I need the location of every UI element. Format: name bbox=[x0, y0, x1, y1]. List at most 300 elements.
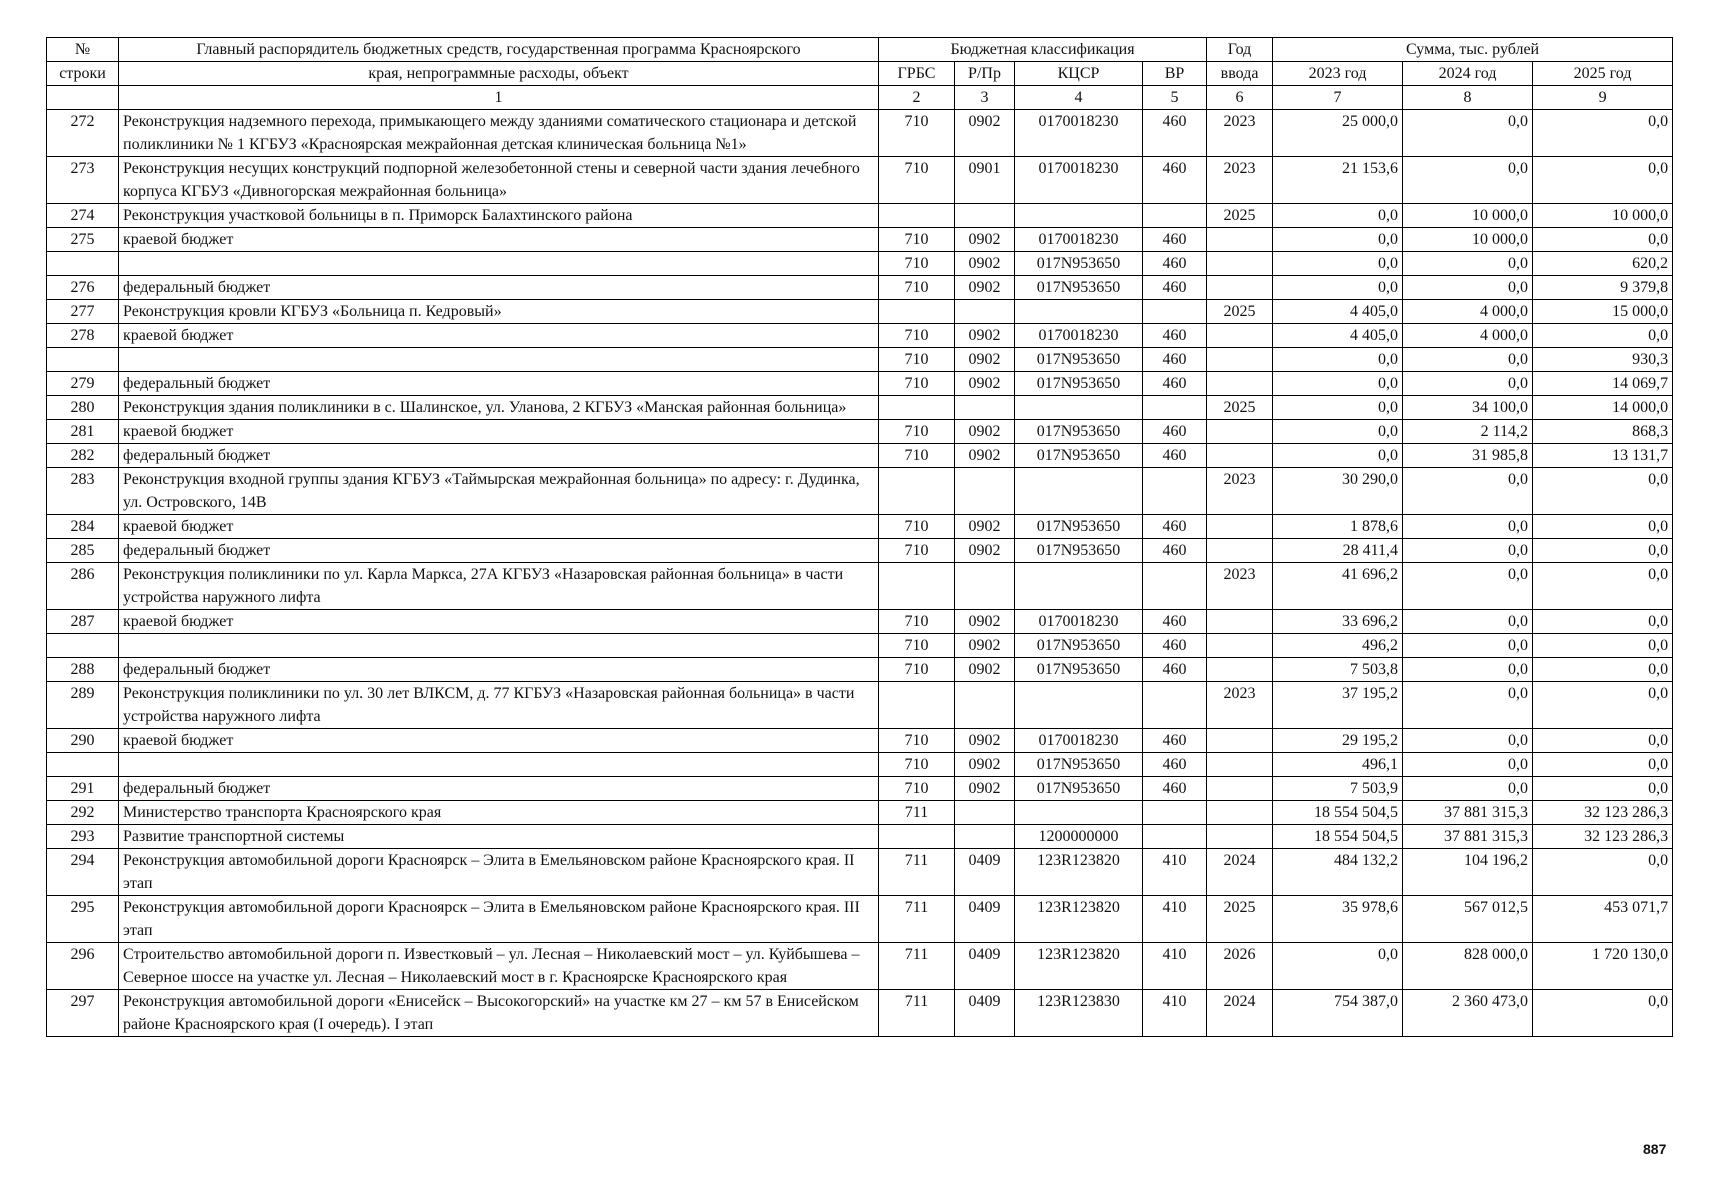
header-2025: 2025 год bbox=[1533, 62, 1673, 86]
row-grbs: 711 bbox=[879, 896, 955, 943]
header-rzpr: Р/Пр bbox=[955, 62, 1015, 86]
table-row bbox=[47, 801, 1673, 825]
row-sum-2023: 28 411,4 bbox=[1273, 539, 1403, 563]
row-year bbox=[1207, 610, 1273, 634]
row-kcsr: 017N953650 bbox=[1015, 515, 1143, 539]
row-sum-2023: 18 554 504,5 bbox=[1273, 801, 1403, 825]
row-number: 282 bbox=[47, 444, 119, 468]
row-sum-2025: 0,0 bbox=[1533, 468, 1673, 515]
row-rzpr bbox=[955, 396, 1015, 420]
table-row bbox=[47, 610, 1673, 634]
row-year: 2023 bbox=[1207, 682, 1273, 729]
row-year bbox=[1207, 753, 1273, 777]
row-number: 287 bbox=[47, 610, 119, 634]
row-grbs: 710 bbox=[879, 252, 955, 276]
row-vr: 460 bbox=[1143, 420, 1207, 444]
row-name: федеральный бюджет bbox=[119, 444, 879, 468]
row-sum-2024: 0,0 bbox=[1403, 634, 1533, 658]
row-sum-2024: 0,0 bbox=[1403, 515, 1533, 539]
row-rzpr bbox=[955, 300, 1015, 324]
row-number: 283 bbox=[47, 468, 119, 515]
table-row bbox=[47, 396, 1673, 420]
row-number: 278 bbox=[47, 324, 119, 348]
row-year bbox=[1207, 777, 1273, 801]
table-row bbox=[47, 276, 1673, 300]
row-rzpr: 0902 bbox=[955, 444, 1015, 468]
row-number bbox=[47, 753, 119, 777]
row-vr bbox=[1143, 682, 1207, 729]
row-grbs: 711 bbox=[879, 943, 955, 990]
header-2023: 2023 год bbox=[1273, 62, 1403, 86]
row-name: краевой бюджет bbox=[119, 420, 879, 444]
row-grbs: 710 bbox=[879, 777, 955, 801]
row-grbs bbox=[879, 396, 955, 420]
header-num-bottom: строки bbox=[47, 62, 119, 86]
row-sum-2025: 15 000,0 bbox=[1533, 300, 1673, 324]
row-number: 275 bbox=[47, 228, 119, 252]
row-grbs: 710 bbox=[879, 729, 955, 753]
row-year: 2025 bbox=[1207, 300, 1273, 324]
row-rzpr: 0902 bbox=[955, 348, 1015, 372]
row-number: 279 bbox=[47, 372, 119, 396]
row-year: 2024 bbox=[1207, 990, 1273, 1037]
row-kcsr bbox=[1015, 682, 1143, 729]
row-vr bbox=[1143, 468, 1207, 515]
row-vr: 460 bbox=[1143, 228, 1207, 252]
row-rzpr: 0902 bbox=[955, 539, 1015, 563]
row-kcsr bbox=[1015, 396, 1143, 420]
row-year bbox=[1207, 539, 1273, 563]
header-index: 2 bbox=[879, 86, 955, 110]
row-sum-2024: 567 012,5 bbox=[1403, 896, 1533, 943]
row-kcsr: 0170018230 bbox=[1015, 228, 1143, 252]
row-kcsr bbox=[1015, 563, 1143, 610]
header-index: 8 bbox=[1403, 86, 1533, 110]
row-kcsr: 123R123830 bbox=[1015, 990, 1143, 1037]
row-rzpr: 0902 bbox=[955, 729, 1015, 753]
row-sum-2023: 4 405,0 bbox=[1273, 324, 1403, 348]
row-number: 291 bbox=[47, 777, 119, 801]
header-index: 7 bbox=[1273, 86, 1403, 110]
table-row bbox=[47, 943, 1673, 990]
row-name: федеральный бюджет bbox=[119, 658, 879, 682]
row-vr: 460 bbox=[1143, 634, 1207, 658]
header-index: 5 bbox=[1143, 86, 1207, 110]
row-rzpr: 0409 bbox=[955, 943, 1015, 990]
row-sum-2025: 930,3 bbox=[1533, 348, 1673, 372]
row-year bbox=[1207, 825, 1273, 849]
row-rzpr: 0902 bbox=[955, 777, 1015, 801]
row-name: Реконструкция несущих конструкций подпорной железобетонной стены и северной части здания лечебного корпуса КГБУЗ «Дивногорская межрайонная больница» bbox=[119, 157, 879, 204]
row-sum-2025: 9 379,8 bbox=[1533, 276, 1673, 300]
row-vr: 460 bbox=[1143, 444, 1207, 468]
row-year: 2023 bbox=[1207, 110, 1273, 157]
row-vr: 460 bbox=[1143, 372, 1207, 396]
row-sum-2024: 828 000,0 bbox=[1403, 943, 1533, 990]
row-sum-2023: 30 290,0 bbox=[1273, 468, 1403, 515]
row-rzpr bbox=[955, 825, 1015, 849]
row-grbs: 710 bbox=[879, 634, 955, 658]
header-year-bottom: ввода bbox=[1207, 62, 1273, 86]
row-sum-2025: 1 720 130,0 bbox=[1533, 943, 1673, 990]
row-sum-2025: 13 131,7 bbox=[1533, 444, 1673, 468]
budget-table-container bbox=[46, 37, 1672, 1037]
row-kcsr: 017N953650 bbox=[1015, 372, 1143, 396]
row-number: 285 bbox=[47, 539, 119, 563]
row-year bbox=[1207, 252, 1273, 276]
row-sum-2023: 29 195,2 bbox=[1273, 729, 1403, 753]
row-name: Реконструкция надземного перехода, примыкающего между зданиями соматического стационара и детской поликлиники № 1 КГБУЗ «Красноярская межрайонная детская клиническая больница №1» bbox=[119, 110, 879, 157]
table-row bbox=[47, 753, 1673, 777]
row-grbs: 710 bbox=[879, 420, 955, 444]
row-name: Реконструкция автомобильной дороги «Енисейск – Высокогорский» на участке км 27 – км 57 в Енисейском районе Красноярского края (I очередь). I этап bbox=[119, 990, 879, 1037]
row-sum-2025: 620,2 bbox=[1533, 252, 1673, 276]
row-sum-2023: 0,0 bbox=[1273, 396, 1403, 420]
row-kcsr: 0170018230 bbox=[1015, 157, 1143, 204]
row-name: Реконструкция поликлиники по ул. 30 лет ВЛКСМ, д. 77 КГБУЗ «Назаровская районная больница» в части устройства наружного лифта bbox=[119, 682, 879, 729]
table-row bbox=[47, 563, 1673, 610]
row-rzpr: 0902 bbox=[955, 658, 1015, 682]
row-name: Реконструкция участковой больницы в п. Приморск Балахтинского района bbox=[119, 204, 879, 228]
header-year-top: Год bbox=[1207, 38, 1273, 62]
row-sum-2024: 0,0 bbox=[1403, 252, 1533, 276]
row-sum-2025: 32 123 286,3 bbox=[1533, 801, 1673, 825]
row-name bbox=[119, 348, 879, 372]
row-sum-2025: 0,0 bbox=[1533, 990, 1673, 1037]
row-sum-2024: 0,0 bbox=[1403, 753, 1533, 777]
table-header bbox=[47, 38, 1673, 110]
row-sum-2025: 0,0 bbox=[1533, 515, 1673, 539]
row-number: 289 bbox=[47, 682, 119, 729]
row-sum-2023: 754 387,0 bbox=[1273, 990, 1403, 1037]
table-row bbox=[47, 252, 1673, 276]
row-vr: 460 bbox=[1143, 658, 1207, 682]
row-number: 286 bbox=[47, 563, 119, 610]
row-number: 295 bbox=[47, 896, 119, 943]
row-number: 273 bbox=[47, 157, 119, 204]
row-sum-2023: 37 195,2 bbox=[1273, 682, 1403, 729]
row-year: 2023 bbox=[1207, 157, 1273, 204]
row-name: краевой бюджет bbox=[119, 610, 879, 634]
table-row bbox=[47, 228, 1673, 252]
table-row bbox=[47, 634, 1673, 658]
row-rzpr: 0902 bbox=[955, 252, 1015, 276]
row-grbs: 710 bbox=[879, 372, 955, 396]
row-name: Министерство транспорта Красноярского края bbox=[119, 801, 879, 825]
row-vr: 460 bbox=[1143, 729, 1207, 753]
header-index: 1 bbox=[119, 86, 879, 110]
row-sum-2024: 4 000,0 bbox=[1403, 300, 1533, 324]
row-sum-2025: 0,0 bbox=[1533, 610, 1673, 634]
row-vr: 460 bbox=[1143, 610, 1207, 634]
row-year: 2026 bbox=[1207, 943, 1273, 990]
row-kcsr: 017N953650 bbox=[1015, 420, 1143, 444]
row-rzpr: 0902 bbox=[955, 110, 1015, 157]
row-sum-2023: 35 978,6 bbox=[1273, 896, 1403, 943]
row-grbs: 711 bbox=[879, 990, 955, 1037]
header-kcsr: КЦСР bbox=[1015, 62, 1143, 86]
row-rzpr bbox=[955, 563, 1015, 610]
row-grbs: 710 bbox=[879, 348, 955, 372]
row-number: 294 bbox=[47, 849, 119, 896]
row-year bbox=[1207, 634, 1273, 658]
row-sum-2025: 0,0 bbox=[1533, 777, 1673, 801]
row-rzpr bbox=[955, 682, 1015, 729]
row-name: краевой бюджет bbox=[119, 515, 879, 539]
table-row bbox=[47, 849, 1673, 896]
row-vr: 460 bbox=[1143, 276, 1207, 300]
row-sum-2024: 10 000,0 bbox=[1403, 228, 1533, 252]
row-vr: 410 bbox=[1143, 943, 1207, 990]
row-number bbox=[47, 348, 119, 372]
row-sum-2024: 0,0 bbox=[1403, 468, 1533, 515]
row-name: Реконструкция здания поликлиники в с. Шалинское, ул. Уланова, 2 КГБУЗ «Манская районная больница» bbox=[119, 396, 879, 420]
row-grbs: 710 bbox=[879, 753, 955, 777]
row-name: Реконструкция автомобильной дороги Красноярск – Элита в Емельяновском районе Красноярского края. II этап bbox=[119, 849, 879, 896]
row-grbs: 710 bbox=[879, 515, 955, 539]
row-year bbox=[1207, 444, 1273, 468]
row-kcsr: 0170018230 bbox=[1015, 729, 1143, 753]
row-number: 272 bbox=[47, 110, 119, 157]
row-name: федеральный бюджет bbox=[119, 372, 879, 396]
row-sum-2024: 37 881 315,3 bbox=[1403, 801, 1533, 825]
row-name bbox=[119, 753, 879, 777]
header-index: 9 bbox=[1533, 86, 1673, 110]
row-sum-2023: 0,0 bbox=[1273, 420, 1403, 444]
row-year: 2025 bbox=[1207, 896, 1273, 943]
row-sum-2025: 0,0 bbox=[1533, 682, 1673, 729]
header-2024: 2024 год bbox=[1403, 62, 1533, 86]
row-grbs bbox=[879, 563, 955, 610]
row-number: 280 bbox=[47, 396, 119, 420]
row-sum-2023: 0,0 bbox=[1273, 228, 1403, 252]
row-sum-2023: 0,0 bbox=[1273, 372, 1403, 396]
row-name: Реконструкция входной группы здания КГБУЗ «Таймырская межрайонная больница» по адресу: г. Дудинка, ул. Островского, 14В bbox=[119, 468, 879, 515]
row-kcsr: 1200000000 bbox=[1015, 825, 1143, 849]
row-vr bbox=[1143, 825, 1207, 849]
header-name-bottom: края, непрограммные расходы, объект bbox=[119, 62, 879, 86]
row-year bbox=[1207, 729, 1273, 753]
row-sum-2023: 7 503,8 bbox=[1273, 658, 1403, 682]
row-sum-2023: 7 503,9 bbox=[1273, 777, 1403, 801]
row-rzpr: 0409 bbox=[955, 849, 1015, 896]
row-sum-2024: 0,0 bbox=[1403, 372, 1533, 396]
row-sum-2023: 0,0 bbox=[1273, 943, 1403, 990]
row-sum-2025: 0,0 bbox=[1533, 563, 1673, 610]
row-sum-2024: 0,0 bbox=[1403, 110, 1533, 157]
row-vr: 460 bbox=[1143, 157, 1207, 204]
row-kcsr bbox=[1015, 468, 1143, 515]
row-grbs: 710 bbox=[879, 157, 955, 204]
row-number: 276 bbox=[47, 276, 119, 300]
row-sum-2024: 0,0 bbox=[1403, 777, 1533, 801]
row-sum-2025: 32 123 286,3 bbox=[1533, 825, 1673, 849]
header-index-empty bbox=[47, 86, 119, 110]
row-sum-2023: 0,0 bbox=[1273, 252, 1403, 276]
row-sum-2024: 2 114,2 bbox=[1403, 420, 1533, 444]
row-name: Строительство автомобильной дороги п. Известковый – ул. Лесная – Николаевский мост – ул. Куйбышева – Северное шоссе на участке ул. Лесная – Николаевский мост в г. Красноярске Красноярского края bbox=[119, 943, 879, 990]
row-rzpr: 0409 bbox=[955, 896, 1015, 943]
row-sum-2024: 0,0 bbox=[1403, 539, 1533, 563]
row-kcsr: 017N953650 bbox=[1015, 444, 1143, 468]
header-grbs: ГРБС bbox=[879, 62, 955, 86]
row-year bbox=[1207, 324, 1273, 348]
row-year bbox=[1207, 420, 1273, 444]
row-sum-2023: 4 405,0 bbox=[1273, 300, 1403, 324]
row-sum-2024: 34 100,0 bbox=[1403, 396, 1533, 420]
budget-table bbox=[46, 37, 1673, 1037]
row-sum-2024: 37 881 315,3 bbox=[1403, 825, 1533, 849]
row-rzpr: 0902 bbox=[955, 228, 1015, 252]
row-year bbox=[1207, 801, 1273, 825]
row-vr: 460 bbox=[1143, 777, 1207, 801]
row-name bbox=[119, 252, 879, 276]
row-sum-2023: 496,1 bbox=[1273, 753, 1403, 777]
row-name: федеральный бюджет bbox=[119, 276, 879, 300]
row-rzpr bbox=[955, 204, 1015, 228]
row-sum-2025: 0,0 bbox=[1533, 110, 1673, 157]
row-sum-2024: 0,0 bbox=[1403, 348, 1533, 372]
row-number: 288 bbox=[47, 658, 119, 682]
row-sum-2025: 453 071,7 bbox=[1533, 896, 1673, 943]
row-grbs bbox=[879, 825, 955, 849]
row-sum-2025: 14 000,0 bbox=[1533, 396, 1673, 420]
table-row bbox=[47, 990, 1673, 1037]
row-number: 296 bbox=[47, 943, 119, 990]
row-sum-2025: 0,0 bbox=[1533, 634, 1673, 658]
row-name: федеральный бюджет bbox=[119, 539, 879, 563]
row-vr: 460 bbox=[1143, 110, 1207, 157]
row-sum-2023: 0,0 bbox=[1273, 204, 1403, 228]
row-vr bbox=[1143, 563, 1207, 610]
row-sum-2025: 0,0 bbox=[1533, 157, 1673, 204]
row-grbs: 711 bbox=[879, 849, 955, 896]
row-kcsr: 0170018230 bbox=[1015, 324, 1143, 348]
row-name: краевой бюджет bbox=[119, 228, 879, 252]
table-row bbox=[47, 324, 1673, 348]
row-vr: 460 bbox=[1143, 539, 1207, 563]
row-year: 2025 bbox=[1207, 396, 1273, 420]
row-sum-2024: 31 985,8 bbox=[1403, 444, 1533, 468]
table-row bbox=[47, 682, 1673, 729]
table-row bbox=[47, 896, 1673, 943]
row-rzpr: 0409 bbox=[955, 990, 1015, 1037]
row-year bbox=[1207, 372, 1273, 396]
row-year: 2025 bbox=[1207, 204, 1273, 228]
row-rzpr: 0902 bbox=[955, 420, 1015, 444]
row-kcsr: 017N953650 bbox=[1015, 634, 1143, 658]
row-kcsr: 017N953650 bbox=[1015, 252, 1143, 276]
row-kcsr: 017N953650 bbox=[1015, 658, 1143, 682]
row-grbs: 710 bbox=[879, 444, 955, 468]
page-number: 887 bbox=[1643, 1141, 1667, 1157]
row-rzpr: 0902 bbox=[955, 610, 1015, 634]
row-grbs: 710 bbox=[879, 610, 955, 634]
row-sum-2025: 0,0 bbox=[1533, 849, 1673, 896]
row-sum-2023: 21 153,6 bbox=[1273, 157, 1403, 204]
header-sum: Сумма, тыс. рублей bbox=[1273, 38, 1673, 62]
row-name: краевой бюджет bbox=[119, 324, 879, 348]
row-sum-2023: 0,0 bbox=[1273, 348, 1403, 372]
row-year bbox=[1207, 276, 1273, 300]
row-sum-2024: 0,0 bbox=[1403, 682, 1533, 729]
row-sum-2025: 0,0 bbox=[1533, 539, 1673, 563]
row-kcsr: 017N953650 bbox=[1015, 276, 1143, 300]
row-sum-2025: 868,3 bbox=[1533, 420, 1673, 444]
row-kcsr: 017N953650 bbox=[1015, 348, 1143, 372]
row-sum-2025: 14 069,7 bbox=[1533, 372, 1673, 396]
row-grbs: 710 bbox=[879, 276, 955, 300]
row-grbs: 710 bbox=[879, 539, 955, 563]
header-vr: ВР bbox=[1143, 62, 1207, 86]
row-grbs bbox=[879, 468, 955, 515]
row-rzpr: 0902 bbox=[955, 324, 1015, 348]
row-grbs: 710 bbox=[879, 228, 955, 252]
row-vr bbox=[1143, 300, 1207, 324]
row-year bbox=[1207, 348, 1273, 372]
row-name: Реконструкция автомобильной дороги Красноярск – Элита в Емельяновском районе Красноярского края. III этап bbox=[119, 896, 879, 943]
row-year bbox=[1207, 228, 1273, 252]
row-grbs: 711 bbox=[879, 801, 955, 825]
row-sum-2025: 0,0 bbox=[1533, 729, 1673, 753]
row-sum-2024: 0,0 bbox=[1403, 658, 1533, 682]
row-vr bbox=[1143, 396, 1207, 420]
row-vr: 460 bbox=[1143, 515, 1207, 539]
row-sum-2025: 0,0 bbox=[1533, 658, 1673, 682]
row-number: 274 bbox=[47, 204, 119, 228]
row-name: федеральный бюджет bbox=[119, 777, 879, 801]
row-number: 293 bbox=[47, 825, 119, 849]
row-number: 292 bbox=[47, 801, 119, 825]
row-sum-2023: 0,0 bbox=[1273, 276, 1403, 300]
row-vr: 410 bbox=[1143, 849, 1207, 896]
table-row bbox=[47, 420, 1673, 444]
row-number: 290 bbox=[47, 729, 119, 753]
row-vr: 410 bbox=[1143, 896, 1207, 943]
table-row bbox=[47, 468, 1673, 515]
row-number bbox=[47, 634, 119, 658]
header-index-row bbox=[47, 86, 1673, 110]
row-sum-2023: 1 878,6 bbox=[1273, 515, 1403, 539]
row-rzpr: 0902 bbox=[955, 372, 1015, 396]
row-sum-2023: 0,0 bbox=[1273, 444, 1403, 468]
row-sum-2023: 496,2 bbox=[1273, 634, 1403, 658]
row-number bbox=[47, 252, 119, 276]
row-number: 297 bbox=[47, 990, 119, 1037]
row-name bbox=[119, 634, 879, 658]
row-vr: 460 bbox=[1143, 252, 1207, 276]
row-sum-2024: 0,0 bbox=[1403, 729, 1533, 753]
row-grbs bbox=[879, 300, 955, 324]
row-kcsr bbox=[1015, 204, 1143, 228]
row-name: Реконструкция поликлиники по ул. Карла Маркса, 27А КГБУЗ «Назаровская районная больница» в части устройства наружного лифта bbox=[119, 563, 879, 610]
header-classification: Бюджетная классификация bbox=[879, 38, 1207, 62]
row-name: Реконструкция кровли КГБУЗ «Больница п. Кедровый» bbox=[119, 300, 879, 324]
row-rzpr bbox=[955, 468, 1015, 515]
row-rzpr: 0901 bbox=[955, 157, 1015, 204]
row-kcsr: 123R123820 bbox=[1015, 896, 1143, 943]
row-sum-2025: 10 000,0 bbox=[1533, 204, 1673, 228]
row-kcsr: 123R123820 bbox=[1015, 943, 1143, 990]
row-sum-2024: 0,0 bbox=[1403, 563, 1533, 610]
row-kcsr: 017N953650 bbox=[1015, 777, 1143, 801]
row-name: Развитие транспортной системы bbox=[119, 825, 879, 849]
header-index: 6 bbox=[1207, 86, 1273, 110]
row-vr: 460 bbox=[1143, 324, 1207, 348]
row-sum-2024: 104 196,2 bbox=[1403, 849, 1533, 896]
row-rzpr bbox=[955, 801, 1015, 825]
row-sum-2024: 0,0 bbox=[1403, 610, 1533, 634]
